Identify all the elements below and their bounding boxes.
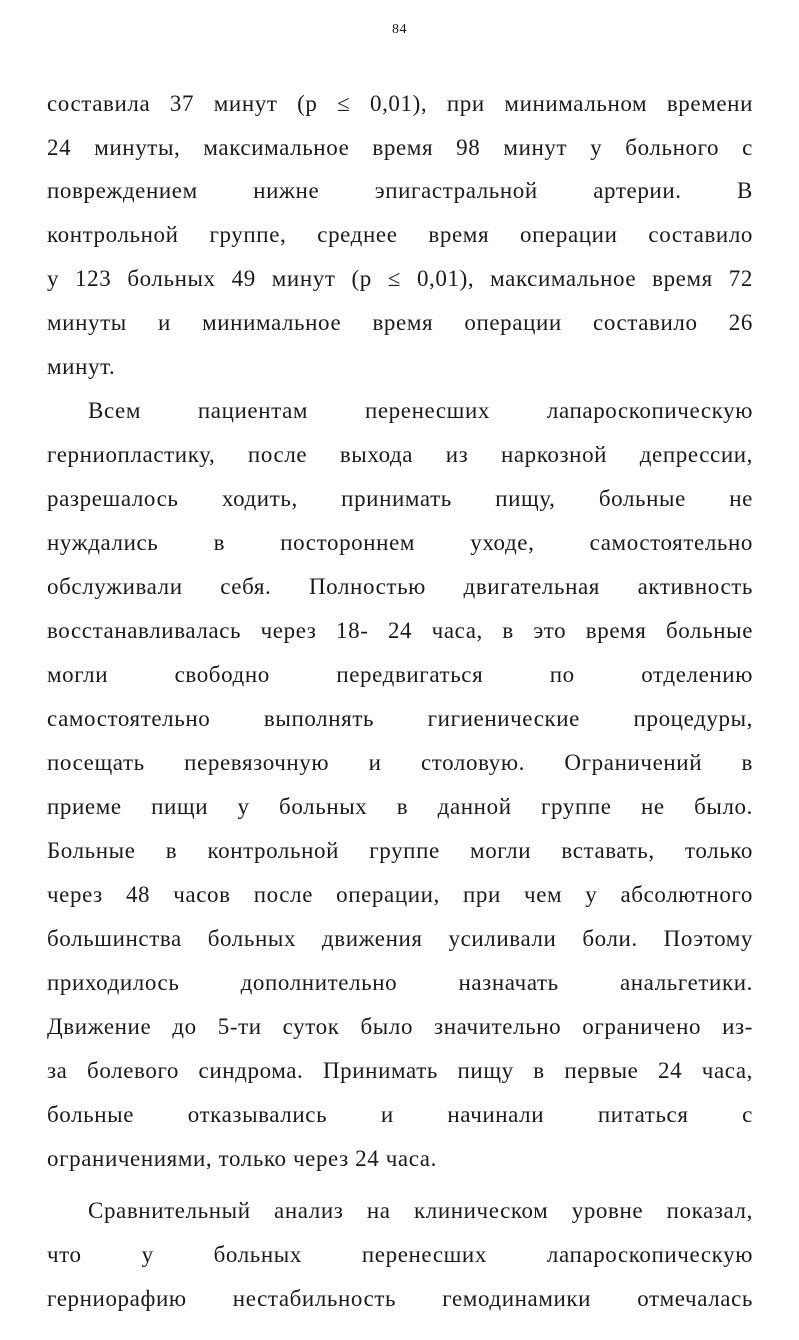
- text-line: больные отказывались и начинали питаться с: [47, 1102, 753, 1127]
- text-line: Больные в контрольной группе могли вставать, только: [47, 838, 753, 863]
- text-line: что у больных перенесших лапароскопическую: [47, 1242, 753, 1267]
- text-line: Всем пациентам перенесших лапароскопическую: [88, 398, 753, 423]
- text-line: контрольной группе, среднее время операции составило: [47, 222, 753, 247]
- text-line: за болевого синдрома. Принимать пищу в первые 24 часа,: [47, 1058, 753, 1083]
- text-line: могли свободно передвигаться по отделению: [47, 662, 753, 687]
- text-line: приеме пищи у больных в данной группе не было.: [47, 794, 753, 819]
- text-line: минуты и минимальное время операции составило 26: [47, 310, 753, 335]
- text-line: ограничениями, только через 24 часа.: [47, 1146, 437, 1171]
- text-line: 24 минуты, максимальное время 98 минут у больного с: [47, 135, 753, 160]
- page-number: 84: [392, 22, 407, 37]
- text-line: минут.: [47, 354, 116, 379]
- text-line: у 123 больных 49 минут (р ≤ 0,01), максимальное время 72: [47, 266, 753, 291]
- text-line: обслуживали себя. Полностью двигательная активность: [47, 574, 753, 599]
- text-line: восстанавливалась через 18- 24 часа, в это время больные: [47, 618, 753, 643]
- text-line: нуждались в постороннем уходе, самостоятельно: [47, 530, 753, 555]
- text-line: герниорафию нестабильность гемодинамики отмечалась: [47, 1286, 753, 1311]
- text-line: герниопластику, после выхода из наркозной депрессии,: [47, 442, 753, 467]
- text-line: повреждением нижне эпигастральной артерии. В: [47, 178, 753, 203]
- text-line: Движение до 5-ти суток было значительно ограничено из-: [47, 1014, 753, 1039]
- text-line: разрешалось ходить, принимать пищу, больные не: [47, 486, 753, 511]
- text-line: приходилось дополнительно назначать анальгетики.: [47, 970, 753, 995]
- text-line: Сравнительный анализ на клиническом уровне показал,: [88, 1198, 753, 1223]
- text-line: самостоятельно выполнять гигиенические процедуры,: [47, 706, 753, 731]
- text-line: составила 37 минут (р ≤ 0,01), при минимальном времени: [47, 91, 753, 116]
- text-line: большинства больных движения усиливали боли. Поэтому: [47, 926, 753, 951]
- text-line: через 48 часов после операции, при чем у абсолютного: [47, 882, 753, 907]
- text-line: посещать перевязочную и столовую. Ограничений в: [47, 750, 753, 775]
